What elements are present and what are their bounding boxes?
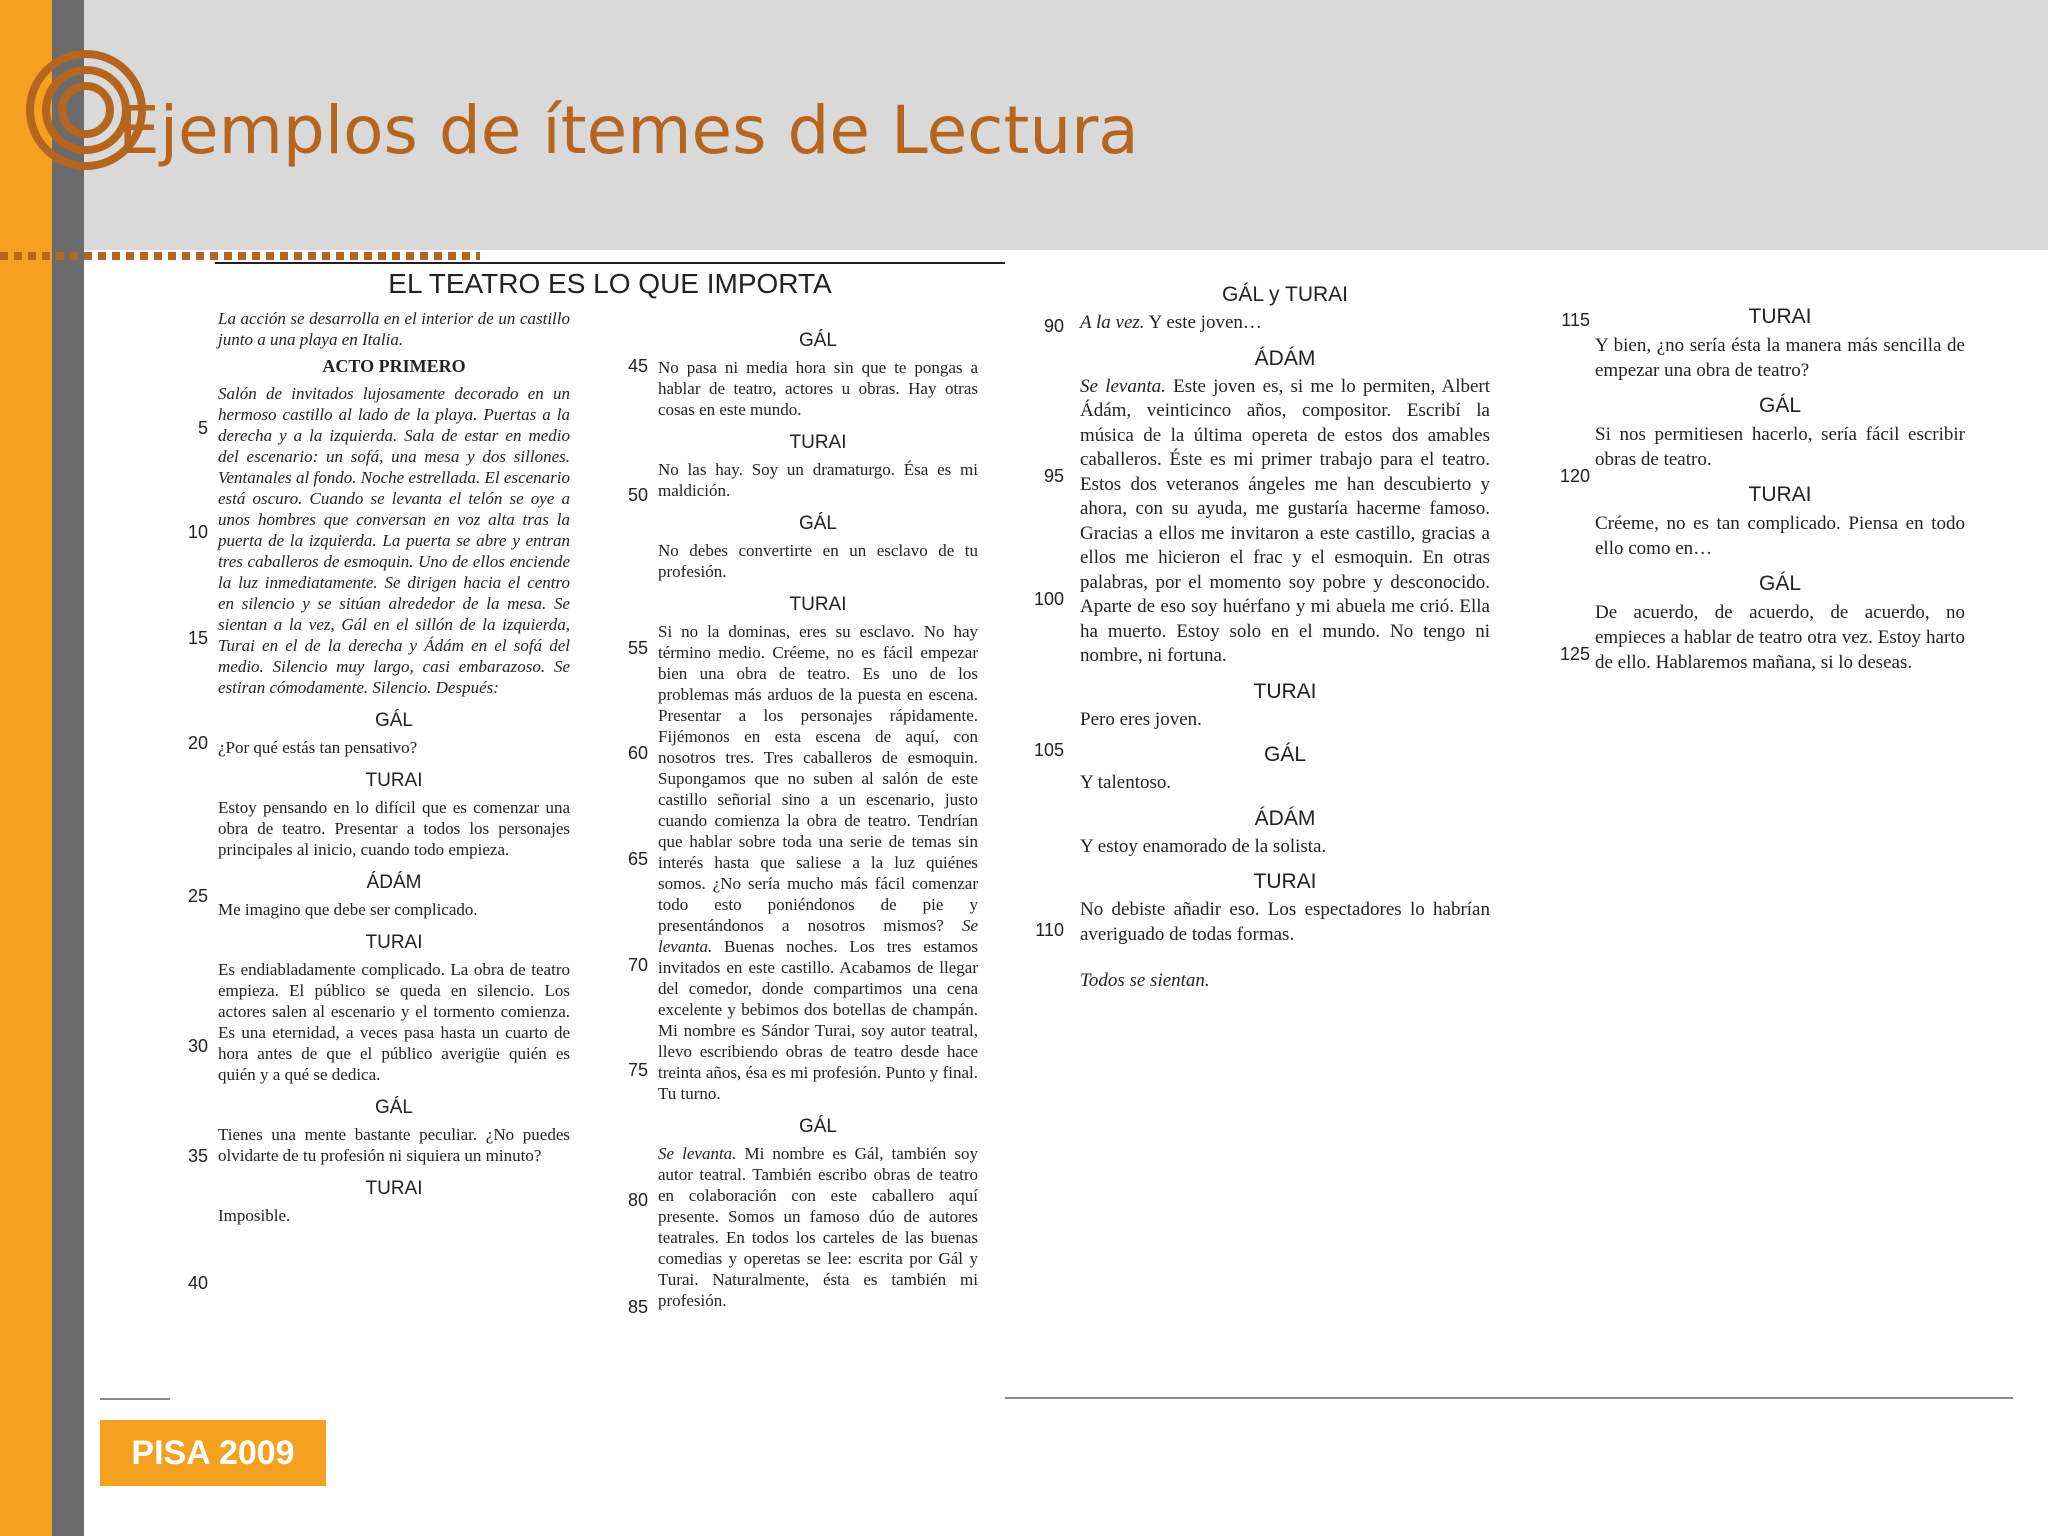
speaker: GÁL xyxy=(1758,572,1802,595)
dialogue: Es endiabladamente complicado. La obra de teatro empieza. El público se queda en silencio. Los actores salen al escenario y el tormento comienza. Es una eternidad, a veces pasa hasta un cuarto de hora antes de que el público averigüe quién es quién y a qué se dedica. xyxy=(218,960,570,1084)
stage-direction: Se levanta. xyxy=(658,916,979,956)
line-number: 100 xyxy=(1033,589,1064,609)
line-number: 80 xyxy=(627,1190,648,1210)
dialogue xyxy=(1080,375,1490,669)
speaker: TURAI xyxy=(1748,483,1812,506)
dialogue-text: Y este joven… xyxy=(1148,312,1262,333)
speaker: TURAI xyxy=(365,1178,423,1199)
line-number: 15 xyxy=(187,628,208,648)
speaker: GÁL xyxy=(374,1097,414,1118)
bottom-rule xyxy=(1005,1397,2013,1399)
dialogue: No pasa ni media hora sin que te pongas a hablar de teatro, actores u obras. Hay otras cosas en este mundo. xyxy=(658,358,978,419)
stage-direction: Salón de invitados lujosamente decorado en un hermoso castillo al lado de la playa. Puertas a la derecha y a la izquierda. Sala de estar en medio del escenario: un sofá, una mesa y dos sillones. Ventanales al fondo. Noche estrellada. El escenario está oscuro. Cuando se levanta el telón se oye a unos hombres que conversan en voz alta tras la puerta de la izquierda. La puerta se abre y entran tres caballeros de esmoquin. Uno de ellos enciende la luz inmediatamente. Se dirigen hacia el centro en silencio y se sitúan alrededor de la mesa. Se sientan a la vez, Gál en el sillón de la izquierda, Turai en el de la derecha y Ádám en el sofá del medio. Silencio muy largo, casi embarazoso. Se estiran cómodamente. Silencio. Después: xyxy=(218,384,570,697)
dialogue: Imposible. xyxy=(218,1206,291,1225)
stage-direction: Todos se sientan. xyxy=(1080,970,1210,991)
line-number: 90 xyxy=(1043,316,1064,336)
dialogue: Créeme, no es tan complicado. Piensa en todo ello como en… xyxy=(1595,513,1965,559)
speaker: TURAI xyxy=(365,932,423,953)
speaker: TURAI xyxy=(365,770,423,791)
dialogue: Estoy pensando en lo difícil que es comenzar una obra de teatro. Presentar a todos los personajes principales al inicio, cuando todo empieza. xyxy=(218,798,570,859)
speaker: ÁDÁM xyxy=(1254,346,1316,370)
left-gray-bar xyxy=(52,0,84,1536)
line-number: 60 xyxy=(627,743,648,763)
line-number: 5 xyxy=(197,418,208,438)
dialogue: Me imagino que debe ser complicado. xyxy=(218,900,478,919)
line-number: 20 xyxy=(187,733,208,753)
speaker: TURAI xyxy=(789,594,847,615)
line-number: 95 xyxy=(1043,466,1064,486)
dialogue: Tienes una mente bastante peculiar. ¿No puedes olvidarte de tu profesión ni siquiera un minuto? xyxy=(218,1125,570,1165)
dialogue xyxy=(658,621,978,1104)
line-number: 40 xyxy=(187,1273,208,1293)
speaker: TURAI xyxy=(1253,679,1317,703)
speaker: GÁL xyxy=(798,1116,838,1137)
dialogue xyxy=(1080,311,1490,336)
document-title: EL TEATRO ES LO QUE IMPORTA xyxy=(388,268,832,299)
line-number: 45 xyxy=(627,356,648,376)
line-number: 25 xyxy=(187,886,208,906)
line-number: 70 xyxy=(627,955,648,975)
dialogue: Si nos permitiesen hacerlo, sería fácil escribir obras de teatro. xyxy=(1595,424,1965,470)
line-number: 55 xyxy=(627,638,648,658)
slide-title: Ejemplos de ítemes de Lectura xyxy=(118,92,1139,169)
dialogue: Y estoy enamorado de la solista. xyxy=(1080,835,1327,857)
stage-direction: Se levanta. xyxy=(658,1144,737,1163)
dialogue-text: Este joven es, si me lo permiten, Albert Ádám, veinticinco años, compositor. Escribí la música de la última opereta de estos dos amables caballeros. Éste es mi primer trabajo para el teatro. Estos dos veteranos ángeles me han descubierto y ahora, con su ayuda, me gustaría hacerme famoso. Gracias a ellos me invitaron a este castillo, gracias a ellos me hicieron el frac y el esmoquin. En otras palabras, por el momento soy pobre y desconocido. Aparte de eso soy huérfano y mi abuela me crió. Ella ha muerto. Estoy solo en el mundo. No tengo ni nombre, ni fortuna. xyxy=(1080,375,1491,666)
document-top-rule xyxy=(215,262,1005,264)
line-number: 30 xyxy=(187,1036,208,1056)
line-number: 75 xyxy=(627,1060,648,1080)
dotted-divider xyxy=(0,252,480,260)
speaker: ÁDÁM xyxy=(366,872,422,893)
line-number: 85 xyxy=(627,1297,648,1317)
dialogue: ¿Por qué estás tan pensativo? xyxy=(218,738,418,757)
speaker: GÁL xyxy=(374,710,414,731)
text-column-4 xyxy=(1595,306,1965,675)
line-number: 65 xyxy=(627,849,648,869)
line-number: 120 xyxy=(1559,466,1590,486)
stage-direction: A la vez. xyxy=(1080,312,1145,333)
footer-line xyxy=(100,1398,170,1400)
speaker: ÁDÁM xyxy=(1254,806,1316,830)
speaker: GÁL y TURAI xyxy=(1221,283,1349,306)
speaker: TURAI xyxy=(1253,870,1317,893)
line-number: 35 xyxy=(187,1146,208,1166)
text-column-1 xyxy=(218,308,570,1226)
text-column-3 xyxy=(1080,284,1490,994)
speaker: TURAI xyxy=(1748,305,1812,328)
line-number: 110 xyxy=(1035,920,1064,940)
speaker: GÁL xyxy=(798,330,838,351)
dialogue: No debes convertirte en un esclavo de tu profesión. xyxy=(658,541,978,581)
line-number: 10 xyxy=(187,522,208,542)
dialogue xyxy=(658,1143,978,1311)
dialogue-text: Si no la dominas, eres su esclavo. No hay término medio. Créeme, no es fácil empezar bien una obra de teatro. Es uno de los problemas más arduos de la puesta en escena. Presentar a los personajes rápidamente. Fijémonos en esta escena de aquí, con nosotros tres. Tres caballeros de esmoquin. Supongamos que no suben al salón de este castillo señorial sino a un escenario, justo cuando comienza la obra de teatro. Tendrían que hablar sobre toda una serie de temas sin interés hasta que saliese a la luz quiénes somos. ¿No sería mucho más fácil comenzar todo esto poniéndonos de pie y presentándonos a nosotros mismos? xyxy=(658,622,978,935)
speaker: TURAI xyxy=(789,432,847,453)
stage-direction: Se levanta. xyxy=(1080,375,1166,397)
footer-badge: PISA 2009 xyxy=(100,1420,326,1486)
text-column-2 xyxy=(658,330,978,1311)
dialogue: No debiste añadir eso. Los espectadores lo habrían averiguado de todas formas. xyxy=(1080,899,1490,945)
dialogue: Y talentoso. xyxy=(1080,772,1172,793)
dialogue-text: Mi nombre es Gál, también soy autor teatral. También escribo obras de teatro en colaboración con este caballero aquí presente. Somos un famoso dúo de autores teatrales. En todos los carteles de las buenas comedias y operetas se lee: escrita por Gál y Turai. Naturalmente, ésta es también mi profesión. xyxy=(658,1144,978,1310)
dialogue: De acuerdo, de acuerdo, de acuerdo, no empieces a hablar de teatro otra vez. Estoy harto de ello. Hablaremos mañana, si lo deseas. xyxy=(1595,602,1965,673)
line-number: 105 xyxy=(1033,740,1064,760)
intro-text: La acción se desarrolla en el interior de un castillo junto a una playa en Italia. xyxy=(218,309,570,349)
speaker: GÁL xyxy=(1263,743,1307,766)
left-accent-bar xyxy=(0,0,52,1536)
speaker: GÁL xyxy=(798,513,838,534)
line-number: 50 xyxy=(627,485,648,505)
dialogue-text: Buenas noches. Los tres estamos invitados en este castillo. Acabamos de llegar del comedor, donde compartimos una cena excelente y bebimos dos botellas de champán. Mi nombre es Sándor Turai, soy autor teatral, llevo escribiendo obras de teatro desde hace treinta años, ésa es mi profesión. Punto y final. Tu turno. xyxy=(658,937,978,1103)
act-heading: ACTO PRIMERO xyxy=(322,356,466,376)
line-number: 115 xyxy=(1561,310,1590,330)
speaker: GÁL xyxy=(1758,394,1802,417)
dialogue: No las hay. Soy un dramaturgo. Ésa es mi maldición. xyxy=(658,460,978,500)
dialogue: Pero eres joven. xyxy=(1080,708,1202,730)
line-number: 125 xyxy=(1559,644,1590,664)
dialogue: Y bien, ¿no sería ésta la manera más sencilla de empezar una obra de teatro? xyxy=(1595,335,1965,381)
